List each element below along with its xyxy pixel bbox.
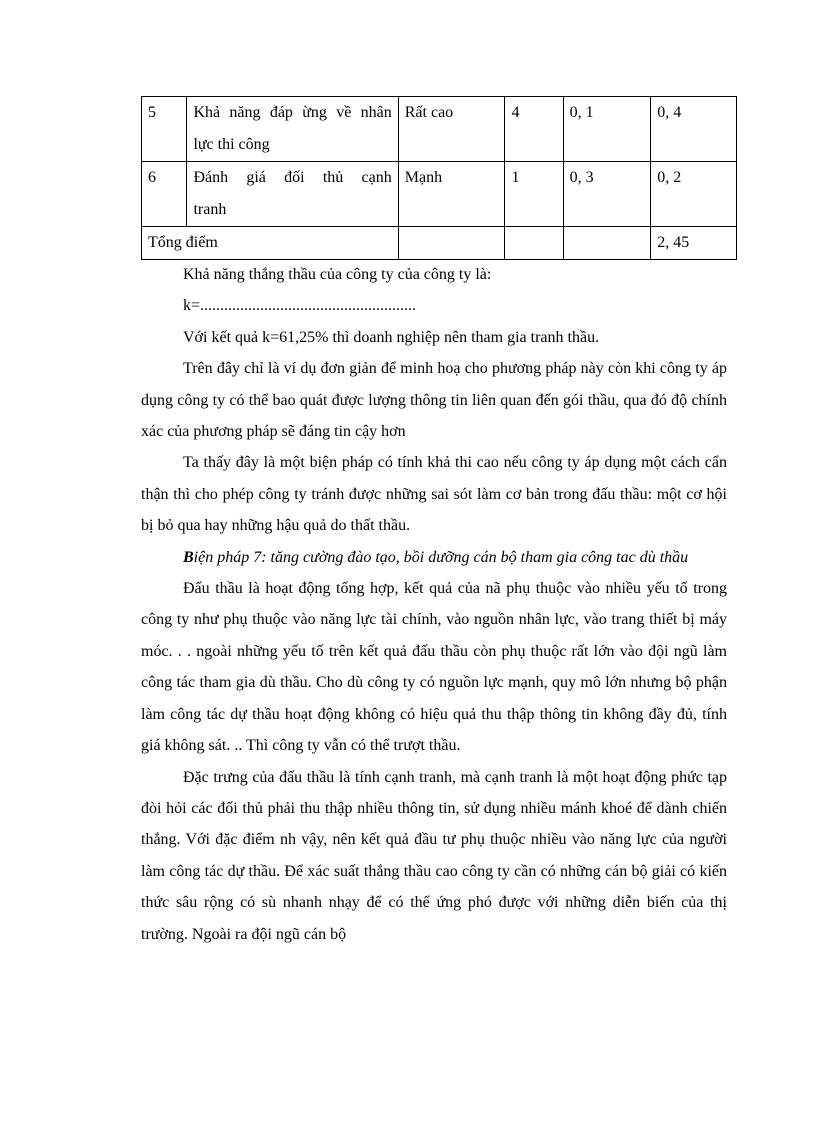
result-cell: 0, 2 xyxy=(651,162,737,227)
heading-text: iện pháp 7: tăng cường đào tạo, bồi dưỡng cán bộ tham gia công tac dù thầu xyxy=(193,548,689,566)
level-cell: Rất cao xyxy=(398,97,505,162)
paragraph: Đặc trưng của đấu thầu là tính cạnh tranh, mà cạnh tranh là một hoạt động phức tạp đòi hỏi các đối thủ phải thu thập nhiều thông tin, sử dụng nhiều mánh khoé để dành chiến thắng. Với đặc điểm nh vậy, nên kết quả đầu tư phụ thuộc nhiều vào năng lực của người làm công tác dự thầu. Để xác suất thắng thầu cao công ty cần có những cán bộ giải có kiến thức sâu rộng có sù nhanh nhạy để có thể ứng phó được với những diễn biến của thị trường. Ngoài ra đội ngũ cán bộ xyxy=(141,768,727,943)
section-heading xyxy=(141,542,727,573)
table-row xyxy=(142,97,737,162)
empty-cell xyxy=(505,227,563,260)
table-total-row xyxy=(142,227,737,260)
body-text xyxy=(141,259,727,950)
paragraph: Với kết quả k=61,25% thì doanh nghiệp nên tham gia tranh thầu. xyxy=(183,328,600,346)
score-cell: 1 xyxy=(505,162,563,227)
empty-cell xyxy=(563,227,651,260)
weight-cell: 0, 1 xyxy=(563,97,651,162)
paragraph: k=...................................................... xyxy=(183,297,417,315)
paragraph: Trên đây chỉ là ví dụ đơn giản để minh hoạ cho phương pháp này còn khi công ty áp dụng công ty có thể bao quát được lượng thông tin liên quan đến gói thầu, qua đó độ chính xác của phương pháp sẽ đáng tin cậy hơn xyxy=(141,360,727,441)
criterion-line: Khả năng đáp ừng về nhân xyxy=(193,104,392,121)
total-value: 2, 45 xyxy=(651,227,737,260)
criterion-line: lực thi công xyxy=(193,136,270,153)
weight-cell: 0, 3 xyxy=(563,162,651,227)
empty-cell xyxy=(398,227,505,260)
paragraph: Khả năng thắng thầu của công ty của công ty là: xyxy=(183,266,492,283)
result-cell: 0, 4 xyxy=(651,97,737,162)
row-number: 5 xyxy=(142,97,187,162)
paragraph: Ta thấy đây là một biện pháp có tính khả thi cao nếu công ty áp dụng một cách cẩn thận thì cho phép công ty tránh được những sai sót làm cơ bản trong đấu thầu: một cơ hội bị bỏ qua hay những hậu quả do thất thầu. xyxy=(141,454,727,535)
criterion-cell xyxy=(187,162,398,227)
row-number: 6 xyxy=(142,162,187,227)
level-cell: Mạnh xyxy=(398,162,505,227)
table-row xyxy=(142,162,737,227)
score-cell: 4 xyxy=(505,97,563,162)
evaluation-table xyxy=(141,96,737,260)
criterion-cell xyxy=(187,97,398,162)
heading-initial: B xyxy=(183,548,194,566)
criterion-line: Đánh giá đối thủ cạnh xyxy=(193,169,392,186)
paragraph: Đấu thầu là hoạt động tổng hợp, kết quả của nã phụ thuộc vào nhiều yếu tố trong công ty như phụ thuộc vào năng lực tài chính, vào nguồn nhân lực, vào trang thiết bị máy móc. . . ngoài những yếu tố trên kết quả đấu thầu còn phụ thuộc rất lớn vào đội ngũ làm công tác tham gia dù thầu. Cho dù công ty có nguồn lực mạnh, quy mô lớn nhưng bộ phận làm công tác dự thầu hoạt động không có hiệu quả thu thập thông tin không đầy đủ, tính giá không sát. .. Thì công ty vẫn có thể trượt thầu. xyxy=(141,580,727,755)
criterion-line: tranh xyxy=(193,201,227,218)
total-label: Tổng điểm xyxy=(142,227,399,260)
